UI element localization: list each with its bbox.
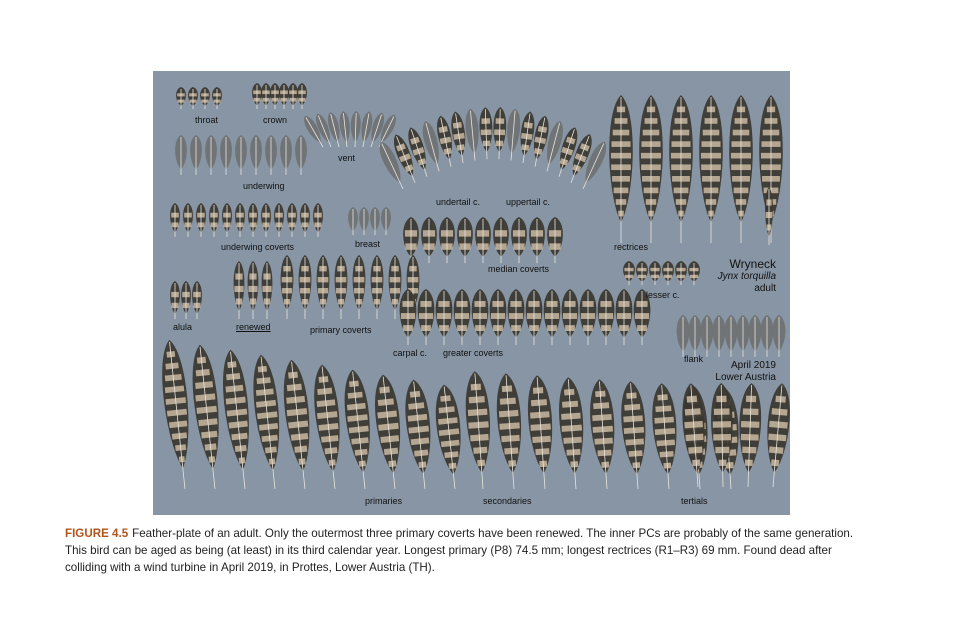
underwing-covert-feather [183,203,193,237]
tertial-feather [680,383,709,488]
lesser-covert-feather [688,261,700,285]
greater-covert-feather [508,289,525,345]
greater-covert-feather [454,289,471,345]
median-covert-feather [493,217,509,263]
rectrix-feather [669,95,693,243]
flank-feather [761,315,774,357]
tertial-feather [737,383,762,488]
median-covert-feather [475,217,491,263]
primary-feather [158,339,197,491]
flank-feather [749,315,762,357]
label-breast: breast [355,239,381,249]
underwing-covert-feather [222,203,232,237]
secondary-feather [494,372,526,489]
rectrix-feather [609,95,633,243]
flank-feather [689,315,702,357]
underwing-covert-feather [313,203,323,237]
primary-covert-feather [281,255,294,319]
feather-illustration [153,71,790,515]
figure-caption [65,525,875,576]
vent-feather [358,111,374,148]
underwing-covert-feather [196,203,206,237]
alula-feather [170,281,180,319]
renewed-primary-covert [262,261,273,319]
lesser-covert-feather [675,261,687,285]
throat-feather [188,87,198,109]
primary-feather [219,349,257,491]
label-secondaries: secondaries [483,496,532,506]
label-crown: crown [263,115,288,125]
breast-feather [370,207,380,235]
secondary-feather [463,370,495,489]
crown-feather [297,83,307,109]
greater-covert-feather [562,289,579,345]
greater-covert-feather [400,289,417,345]
species-scientific-name: Jynx torquilla [717,271,776,283]
figure-label: FIGURE 4.5 [65,527,129,540]
greater-covert-feather [472,289,489,345]
underwing-feather [175,135,187,175]
median-covert-feather [439,217,455,263]
label-throat: throat [195,115,219,125]
label-median-coverts: median coverts [488,264,550,274]
primary-covert-feather [299,255,312,319]
label-underwing: underwing [243,181,285,191]
primary-feather [249,354,287,491]
greater-covert-feather [616,289,633,345]
secondary-feather [588,378,619,489]
primary-feather [432,383,466,490]
underwing-covert-feather [248,203,258,237]
primary-feather [280,358,317,490]
label-lesser-coverts: lesser c. [646,290,680,300]
primary-covert-feather [335,255,348,319]
lesser-covert-feather [623,261,635,285]
primary-covert-feather [353,255,366,319]
label-alula: alula [173,322,193,332]
primary-covert-feather [389,255,402,319]
renewed-primary-covert [234,261,245,319]
crown-feather [270,83,280,109]
primary-feather [371,373,406,490]
crown-feather [261,83,271,109]
label-greater-coverts: greater coverts [443,348,504,358]
crown-feather [279,83,289,109]
tail-covert-feather [493,107,507,159]
label-undertail-coverts: undertail c. [436,197,481,207]
underwing-feather [295,135,307,175]
median-covert-feather [403,217,419,263]
median-covert-feather [511,217,527,263]
vent-feather [338,111,352,148]
greater-covert-feather [418,289,435,345]
underwing-feather [205,135,217,175]
primary-covert-feather [317,255,330,319]
primary-feather [188,344,227,491]
breast-feather [359,207,369,235]
lesser-covert-feather [649,261,661,285]
greater-covert-feather [526,289,543,345]
greater-covert-feather [490,289,507,345]
secondary-feather [619,380,650,489]
underwing-covert-feather [209,203,219,237]
crown-feather [288,83,298,109]
rectrix-feather [699,95,723,243]
underwing-feather [235,135,247,175]
underwing-covert-feather [300,203,310,237]
throat-feather [200,87,210,109]
label-renewed: renewed [236,322,271,332]
rectrix-feather [729,95,753,243]
specimen-location: Lower Austria [715,372,776,383]
flank-feather [725,315,738,357]
throat-feather [212,87,222,109]
caption-text: Feather-plate of an adult. Only the outermost three primary coverts have been renewed. The inner PCs are probably of the same generation. This bird can be aged as being (at least) in its third calendar year. Longest primary (P8) 74.5 mm; longest rectrices (R1–R3) 69 mm. Found dead after colliding with a wind turbine in April 2019, in Prottes, Lower Austria (TH). [65,527,854,574]
label-underwing-coverts: underwing coverts [221,242,295,252]
underwing-feather [265,135,277,175]
median-covert-feather [457,217,473,263]
underwing-feather [280,135,292,175]
specimen-date-location [715,360,776,384]
specimen-date: April 2019 [730,360,776,371]
median-covert-feather [529,217,545,263]
underwing-feather [190,135,202,175]
flank-feather [701,315,714,357]
greater-covert-feather [436,289,453,345]
greater-covert-feather [544,289,561,345]
feather-plate [153,71,790,515]
label-primaries: primaries [365,496,403,506]
secondary-feather [525,374,556,489]
crown-feather [252,83,262,109]
label-tertials: tertials [681,496,708,506]
lesser-covert-feather [662,261,674,285]
flank-feather [677,315,690,357]
underwing-covert-feather [170,203,180,237]
underwing-covert-feather [235,203,245,237]
underwing-feather [250,135,262,175]
label-primary-coverts: primary coverts [310,325,372,335]
flank-feather [773,315,786,357]
species-common-name: Wryneck [729,257,776,271]
lesser-covert-feather [636,261,648,285]
primary-feather [341,368,377,490]
underwing-covert-feather [261,203,271,237]
label-rectrices: rectrices [614,242,649,252]
underwing-covert-feather [274,203,284,237]
median-covert-feather [547,217,563,263]
primary-feather [402,378,437,490]
breast-feather [381,207,391,235]
tail-covert-feather [464,108,481,161]
secondary-feather [556,376,587,489]
label-vent: vent [338,153,356,163]
label-carpal-coverts: carpal c. [393,348,428,358]
vent-feather [350,111,361,147]
species-title-block [718,257,776,295]
alula-feather [181,281,191,319]
renewed-primary-covert [248,261,259,319]
tail-covert-feather [479,107,493,159]
flank-feather [737,315,750,357]
rectrix-feather [639,95,663,243]
secondary-feather [650,382,681,489]
primary-covert-feather [371,255,384,319]
tertial-feather [762,382,790,487]
label-flank: flank [684,354,704,364]
primary-feather [310,363,346,490]
alula-feather [192,281,202,319]
underwing-feather [220,135,232,175]
tail-covert-feather [505,108,522,161]
flank-feather [713,315,726,357]
greater-covert-feather [580,289,597,345]
median-covert-feather [421,217,437,263]
label-uppertail-coverts: uppertail c. [506,197,551,207]
breast-feather [348,207,358,235]
rectrix-feather [765,187,773,245]
underwing-covert-feather [287,203,297,237]
species-age: adult [754,283,776,295]
throat-feather [176,87,186,109]
greater-covert-feather [598,289,615,345]
